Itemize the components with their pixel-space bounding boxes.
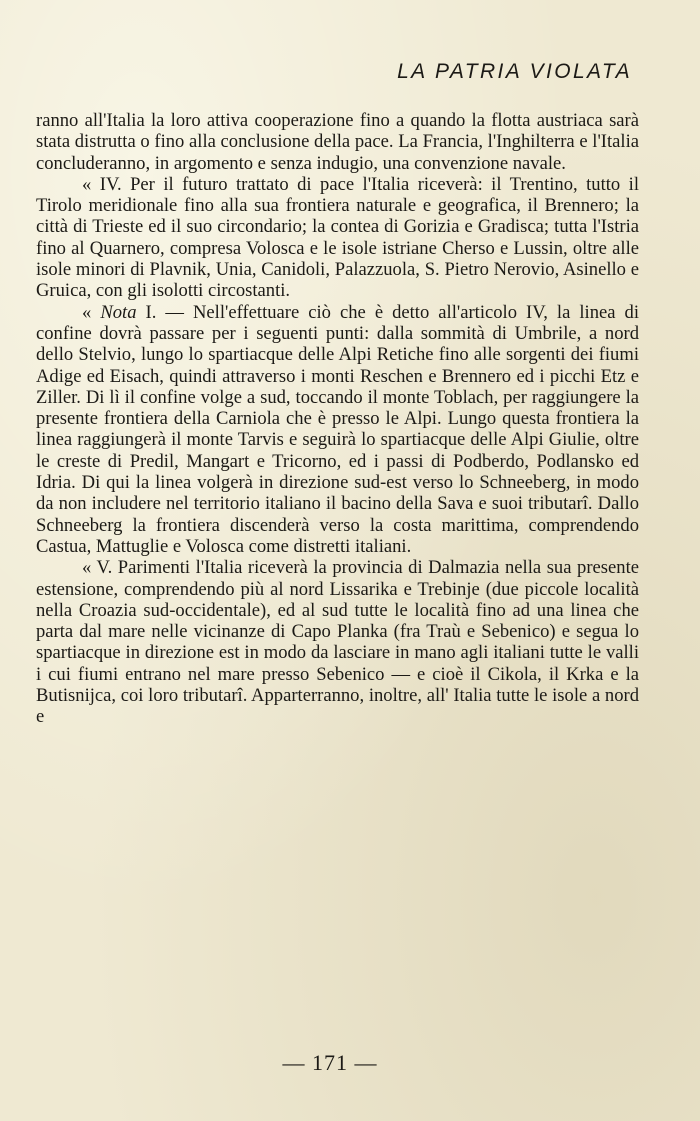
paragraph-text: I. — Nell'effettuare ciò che è detto all'articolo IV, la linea di confine dovrà passare per i seguenti punti: dalla sommità di Umbrile, a nord dello Stelvio, lungo lo spartiacque delle Alpi Retiche fino alle sorgenti dei fiumi Adige ed Eisach, quindi attraverso i monti Reschen e Brennero ed i picchi Etz e Ziller. Di lì il confine volge a sud, toccando il monte Toblach, per raggiungere la presente frontiera della Carniola che è presso le Alpi. Lungo questa frontiera la linea raggiungerà il monte Tarvis e seguirà lo spartiacque delle Alpi Giulie, oltre le creste di Predil, Mangart e Tricorno, ed i passi di Podberdo, Podlansko ed Idria. Di qui la linea volgerà in direzione sud-est verso lo Schneeberg, in modo da non includere nel territorio italiano il bacino della Sava e suoi tributarî. Dallo Schneeberg la frontiera discenderà verso la costa marittima, comprendendo Castua, Mattuglie e Volosca come distretti italiani. xyxy=(36,301,639,557)
page-number-text: — 171 — xyxy=(282,1050,378,1075)
page-number xyxy=(0,1050,700,1076)
paragraph-text: ranno all'Italia la loro attiva cooperazione fino a quando la flotta austriaca sarà stata distrutta o fino alla conclusione della pace. La Francia, l'Inghilterra e l'Italia concluderanno, in argomento e senza indugio, una convenzione navale. xyxy=(36,110,639,174)
paragraph xyxy=(36,110,639,174)
paragraph xyxy=(36,302,639,558)
paragraph-text: « IV. Per il futuro trattato di pace l'Italia riceverà: il Trentino, tutto il Tirolo meridionale fino alla sua frontiera naturale e geografica, il Brennero; la città di Trieste ed il suo circondario; la contea di Gorizia e Gradisca; tutta l'Istria fino al Quarnero, compresa Volosca e le isole istriane Cherso e Lussin, oltre alle isole minori di Plavnik, Unia, Canidoli, Palazzuola, S. Pietro Nerovio, Asinello e Gruica, con gli isolotti circostanti. xyxy=(36,173,639,302)
paragraph xyxy=(36,174,639,302)
paragraph xyxy=(36,557,639,727)
paragraph-italic: Nota xyxy=(100,301,137,323)
body-text xyxy=(36,110,639,728)
running-header: LA PATRIA VIOLATA xyxy=(397,60,632,83)
paragraph-prefix: « xyxy=(82,301,101,323)
paragraph-text: « V. Parimenti l'Italia riceverà la provincia di Dalmazia nella sua presente estensione, comprendendo più al nord Lissarika e Trebinje (due piccole località nella Croazia sud-occidentale), ed al sud tutte le località fino ad una linea che parta dal mare nelle vicinanze di Capo Planka (fra Traù e Sebenico) e segua lo spartiacque in direzione est in modo da lasciare in mano agli italiani tutte le valli i cui fiumi entrano nel mare presso Sebenico — e cioè il Cikola, il Krka e la Butisnijca, coi loro tributarî. Apparterranno, inoltre, all' Italia tutte le isole a nord e xyxy=(36,557,639,728)
